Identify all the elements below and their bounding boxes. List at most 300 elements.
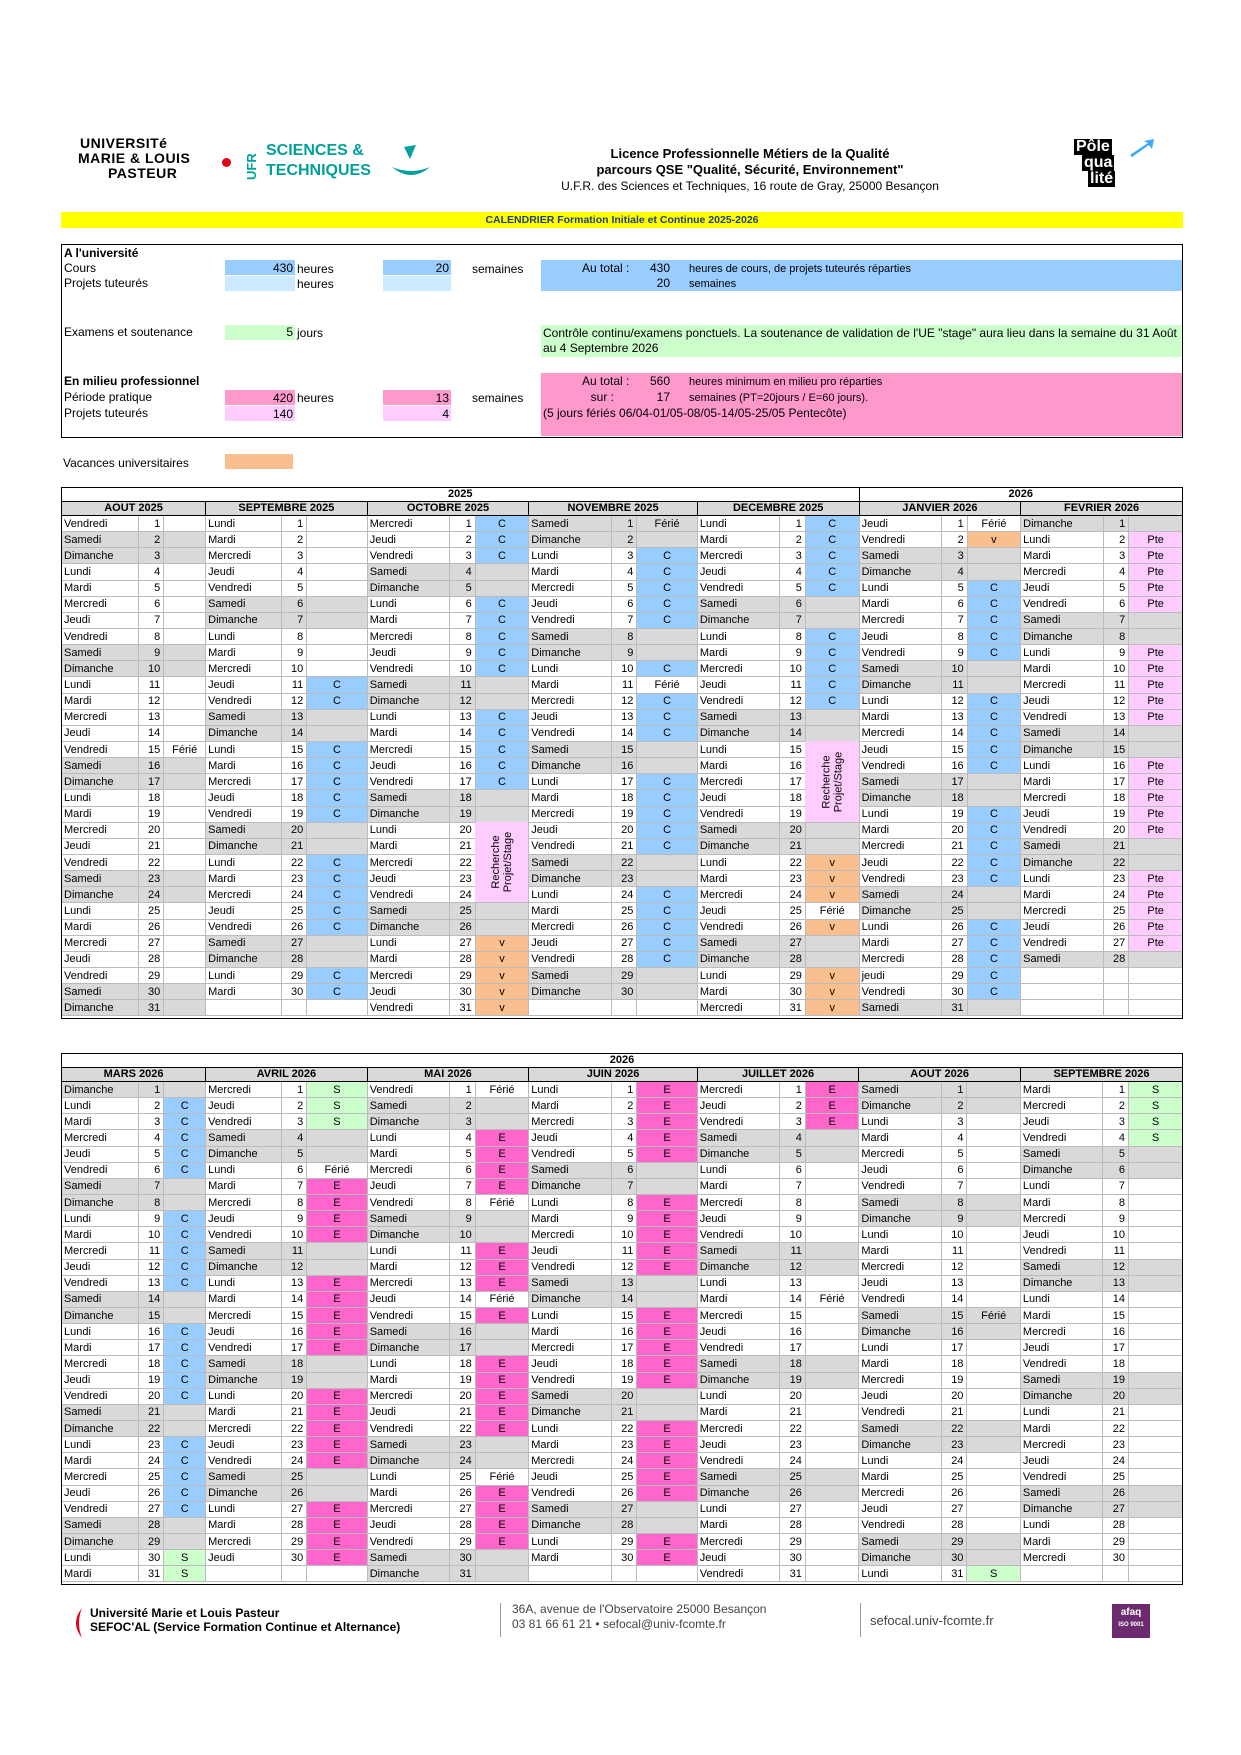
day-status-cell	[805, 1550, 858, 1566]
day-number-cell: 19	[1103, 1372, 1129, 1388]
day-name-cell: Mardi	[859, 1469, 942, 1485]
day-number-cell: 23	[611, 871, 637, 887]
day-status-cell	[307, 951, 367, 967]
day-number-cell: 20	[450, 1388, 476, 1404]
day-status-cell: C	[164, 1501, 206, 1517]
day-status-cell	[1129, 1485, 1183, 1501]
day-status-cell	[164, 1000, 206, 1016]
exam-note: Contrôle continu/examens ponctuels. La soutenance de validation de l'UE "stage" aura lieu dans la semaine du 31 Août au 4 Septembre 2026	[543, 326, 1177, 355]
day-number-cell: 19	[941, 1372, 967, 1388]
day-name-cell: Dimanche	[367, 1453, 450, 1469]
day-status-cell	[637, 871, 697, 887]
day-number-cell: 11	[281, 677, 307, 693]
day-name-cell: Dimanche	[859, 1437, 942, 1453]
arrow-icon	[1128, 139, 1154, 157]
day-number-cell: 31	[138, 1000, 164, 1016]
day-name-cell: Jeudi	[1021, 580, 1104, 596]
day-name-cell: Dimanche	[1021, 516, 1104, 532]
day-status-cell: E	[637, 1194, 697, 1210]
day-number-cell: 22	[780, 1420, 806, 1436]
day-number-cell: 22	[138, 1420, 164, 1436]
day-number-cell: 12	[780, 693, 806, 709]
day-number-cell: 3	[611, 1114, 637, 1130]
day-number-cell: 22	[611, 854, 637, 870]
day-number-cell: 12	[450, 693, 476, 709]
day-number-cell: 26	[611, 919, 637, 935]
day-number-cell: 9	[138, 1211, 164, 1227]
calendar-row	[62, 1082, 1183, 1098]
day-number-cell: 26	[611, 1485, 637, 1501]
day-status-cell: S	[307, 1098, 367, 1114]
day-number-cell: 8	[780, 1194, 806, 1210]
day-status-cell	[475, 806, 528, 822]
day-number-cell: 12	[942, 693, 968, 709]
day-name-cell: Lundi	[1020, 1404, 1103, 1420]
day-status-cell	[164, 935, 206, 951]
day-name-cell: Lundi	[529, 548, 612, 564]
day-name-cell: Mercredi	[697, 548, 780, 564]
day-name-cell: Jeudi	[206, 1211, 282, 1227]
day-number-cell: 25	[611, 903, 637, 919]
day-status-cell	[475, 1550, 528, 1566]
day-status-cell: Férié	[637, 677, 697, 693]
day-name-cell: Mardi	[367, 1372, 450, 1388]
day-name-cell: Vendredi	[697, 806, 780, 822]
day-name-cell: Samedi	[1021, 838, 1104, 854]
day-name-cell: Jeudi	[529, 596, 612, 612]
day-name-cell: Samedi	[1020, 1259, 1103, 1275]
day-number-cell: 6	[281, 596, 307, 612]
day-status-cell	[805, 1259, 858, 1275]
day-status-cell	[164, 790, 206, 806]
day-name-cell: Lundi	[1020, 1517, 1103, 1533]
day-name-cell: Dimanche	[62, 887, 139, 903]
day-name-cell: Lundi	[62, 790, 139, 806]
day-name-cell: Vendredi	[206, 1114, 282, 1130]
day-number-cell: 28	[942, 951, 968, 967]
day-status-cell: S	[164, 1550, 206, 1566]
day-status-cell	[805, 1469, 858, 1485]
day-name-cell: Mercredi	[529, 693, 612, 709]
day-number-cell: 10	[1103, 661, 1129, 677]
day-name-cell: Jeudi	[859, 628, 942, 644]
day-status-cell: C	[967, 951, 1020, 967]
day-name-cell: Mardi	[859, 1243, 942, 1259]
day-status-cell: C	[164, 1162, 206, 1178]
day-status-cell	[164, 1291, 206, 1307]
day-status-cell	[1129, 1437, 1183, 1453]
day-number-cell: 30	[611, 984, 637, 1000]
calendar-row	[62, 951, 1183, 967]
day-name-cell: Samedi	[1021, 725, 1104, 741]
day-status-cell	[475, 1324, 528, 1340]
day-status-cell	[637, 1404, 697, 1420]
day-status-cell	[307, 548, 367, 564]
day-name-cell: Lundi	[62, 564, 139, 580]
day-name-cell: Mercredi	[697, 1420, 780, 1436]
day-number-cell: 17	[780, 774, 806, 790]
day-number-cell: 16	[1103, 1324, 1129, 1340]
day-name-cell: Jeudi	[529, 1356, 612, 1372]
day-number-cell: 5	[450, 580, 476, 596]
day-status-cell: E	[475, 1130, 528, 1146]
day-number-cell: 22	[942, 854, 968, 870]
day-name-cell: Mardi	[529, 1437, 612, 1453]
calendar-row	[62, 1324, 1183, 1340]
day-number-cell: 12	[138, 693, 164, 709]
day-number-cell: 26	[138, 1485, 164, 1501]
day-number-cell: 2	[281, 1098, 307, 1114]
day-name-cell: Samedi	[367, 903, 450, 919]
footer-org-name: Université Marie et Louis Pasteur	[90, 1606, 280, 1620]
day-number-cell: 3	[941, 1114, 967, 1130]
day-status-cell	[164, 1420, 206, 1436]
day-status-cell	[637, 854, 697, 870]
day-number-cell: 31	[941, 1566, 967, 1582]
day-number-cell: 18	[780, 790, 806, 806]
day-number-cell: 19	[1103, 806, 1129, 822]
day-number-cell: 4	[138, 564, 164, 580]
day-name-cell: Samedi	[206, 1243, 282, 1259]
day-name-cell: Lundi	[62, 903, 139, 919]
day-number-cell: 19	[611, 806, 637, 822]
day-number-cell: 1	[941, 1082, 967, 1098]
day-number-cell: 15	[780, 741, 806, 757]
calendar-row	[62, 612, 1183, 628]
month-header: SEPTEMBRE 2026	[1020, 1068, 1182, 1082]
day-name-cell: Mercredi	[62, 935, 139, 951]
day-status-cell	[475, 1114, 528, 1130]
day-number-cell: 13	[941, 1275, 967, 1291]
day-number-cell: 20	[1103, 1388, 1129, 1404]
day-number-cell: 9	[1103, 645, 1129, 661]
day-number-cell: 2	[281, 532, 307, 548]
day-status-cell	[805, 1146, 858, 1162]
day-name-cell: Jeudi	[529, 822, 612, 838]
day-name-cell: Jeudi	[62, 1259, 139, 1275]
day-status-cell	[475, 1340, 528, 1356]
day-status-cell: E	[307, 1437, 367, 1453]
day-status-cell	[1129, 1243, 1183, 1259]
calendar-row	[62, 758, 1183, 774]
day-status-cell	[164, 548, 206, 564]
day-name-cell: Lundi	[529, 1194, 612, 1210]
day-status-cell	[307, 1146, 367, 1162]
day-name-cell: Samedi	[529, 1501, 612, 1517]
day-number-cell: 19	[611, 1372, 637, 1388]
day-name-cell: Lundi	[859, 919, 942, 935]
day-status-cell: C	[967, 741, 1020, 757]
day-status-cell	[967, 1404, 1020, 1420]
month-header: SEPTEMBRE 2025	[206, 502, 368, 516]
day-number-cell: 8	[450, 1194, 476, 1210]
footer-website-link[interactable]: sefocal.univ-fcomte.fr	[870, 1613, 994, 1628]
day-number-cell: 15	[138, 1307, 164, 1323]
day-name-cell: Samedi	[367, 1324, 450, 1340]
day-number-cell: 25	[1103, 903, 1129, 919]
day-number-cell: 20	[941, 1388, 967, 1404]
day-status-cell: C	[475, 628, 528, 644]
day-number-cell: 6	[281, 1162, 307, 1178]
day-name-cell: Jeudi	[859, 1275, 942, 1291]
month-header: OCTOBRE 2025	[367, 502, 529, 516]
day-number-cell: 27	[611, 1501, 637, 1517]
day-name-cell: Jeudi	[206, 564, 282, 580]
day-number-cell: 25	[611, 1469, 637, 1485]
day-status-cell	[307, 1130, 367, 1146]
summary-box	[61, 244, 1183, 438]
periode-label: Période pratique	[64, 390, 153, 404]
day-name-cell: Samedi	[529, 1388, 612, 1404]
day-number-cell: 29	[450, 967, 476, 983]
day-name-cell: Samedi	[367, 564, 450, 580]
day-name-cell: Mardi	[529, 903, 612, 919]
calendar-2026	[61, 1053, 1183, 1582]
day-number-cell: 30	[450, 984, 476, 1000]
day-status-cell: C	[475, 725, 528, 741]
day-name-cell: Mercredi	[367, 1501, 450, 1517]
total-hours-text: heures de cours, de projets tuteurés réparties	[689, 263, 911, 275]
day-number-cell: 23	[281, 1437, 307, 1453]
day-status-cell	[307, 838, 367, 854]
day-status-cell	[637, 984, 697, 1000]
day-name-cell: Vendredi	[206, 1340, 282, 1356]
day-number-cell: 27	[941, 1501, 967, 1517]
day-number-cell: 14	[1103, 725, 1129, 741]
day-number-cell: 13	[450, 1275, 476, 1291]
day-name-cell: Samedi	[367, 1437, 450, 1453]
calendar-row	[62, 774, 1183, 790]
day-number-cell: 5	[138, 580, 164, 596]
day-status-cell	[967, 774, 1020, 790]
calendar-row	[62, 1517, 1183, 1533]
day-status-cell: C	[967, 984, 1020, 1000]
day-status-cell	[1129, 1307, 1183, 1323]
weeks-unit: semaines	[472, 262, 524, 276]
day-name-cell: Vendredi	[697, 1566, 780, 1582]
day-name-cell: Mardi	[697, 532, 780, 548]
day-number-cell: 11	[138, 1243, 164, 1259]
day-status-cell	[967, 1178, 1020, 1194]
day-number-cell: 13	[611, 1275, 637, 1291]
day-name-cell: Dimanche	[1020, 1388, 1103, 1404]
periode-unit: heures	[297, 391, 334, 405]
pro-projets-label: Projets tuteurés	[64, 406, 149, 420]
day-status-cell	[164, 838, 206, 854]
day-number-cell: 23	[138, 871, 164, 887]
univ-logo-line: MARIE & LOUIS	[78, 150, 191, 166]
day-status-cell	[164, 725, 206, 741]
day-status-cell: E	[637, 1211, 697, 1227]
day-number-cell: 29	[138, 967, 164, 983]
day-name-cell: Vendredi	[859, 1291, 942, 1307]
day-name-cell: Jeudi	[529, 709, 612, 725]
day-status-cell: C	[967, 693, 1020, 709]
day-name-cell: Mardi	[1020, 1533, 1103, 1549]
year-header: 2025	[62, 488, 860, 502]
day-name-cell: Dimanche	[529, 1291, 612, 1307]
day-number-cell: 15	[611, 741, 637, 757]
month-header: MARS 2026	[62, 1068, 206, 1082]
day-number-cell: 27	[780, 1501, 806, 1517]
day-number-cell: 7	[450, 1178, 476, 1194]
day-status-cell	[805, 1130, 858, 1146]
day-status-cell: v	[805, 1000, 859, 1016]
sciences-logo-line: TECHNIQUES	[266, 162, 371, 179]
day-name-cell: Samedi	[859, 661, 942, 677]
day-status-cell	[164, 1404, 206, 1420]
day-name-cell: Vendredi	[62, 1501, 139, 1517]
day-status-cell	[475, 1453, 528, 1469]
day-name-cell: Samedi	[367, 1550, 450, 1566]
day-number-cell: 4	[780, 564, 806, 580]
day-name-cell: Samedi	[206, 935, 282, 951]
day-status-cell: v	[967, 532, 1020, 548]
calendar-row	[62, 564, 1183, 580]
day-status-cell: Férié	[637, 516, 697, 532]
day-status-cell: C	[805, 645, 859, 661]
day-name-cell: Jeudi	[697, 564, 780, 580]
day-status-cell: C	[805, 661, 859, 677]
recherche-stage-label: Recherche Projet/Stage	[820, 751, 844, 812]
day-number-cell: 2	[780, 1098, 806, 1114]
day-status-cell: Férié	[967, 516, 1020, 532]
day-name-cell: Jeudi	[206, 1324, 282, 1340]
day-name-cell: Dimanche	[367, 1340, 450, 1356]
day-status-cell: E	[475, 1178, 528, 1194]
day-name-cell: Mercredi	[529, 1340, 612, 1356]
day-status-cell	[967, 1356, 1020, 1372]
day-name-cell: Lundi	[697, 628, 780, 644]
day-name-cell: Lundi	[206, 1162, 282, 1178]
day-number-cell: 29	[281, 967, 307, 983]
day-name-cell: Mardi	[859, 709, 942, 725]
day-status-cell	[1129, 1211, 1183, 1227]
day-name-cell: Dimanche	[206, 1259, 282, 1275]
day-number-cell: 27	[1103, 1501, 1129, 1517]
total-label: Au total :	[582, 261, 630, 275]
total-weeks-text: semaines	[689, 278, 737, 290]
day-number-cell: 5	[780, 1146, 806, 1162]
day-number-cell: 7	[1103, 1178, 1129, 1194]
day-status-cell	[475, 1227, 528, 1243]
calendar-row	[62, 1291, 1183, 1307]
day-status-cell: C	[475, 741, 528, 757]
day-status-cell: C	[164, 1372, 206, 1388]
day-name-cell: Lundi	[62, 1324, 139, 1340]
day-status-cell: E	[637, 1324, 697, 1340]
day-name-cell: Mercredi	[859, 1259, 942, 1275]
footer-org-service: SEFOC'AL (Service Formation Continue et Alternance)	[90, 1620, 401, 1634]
day-name-cell: Lundi	[529, 661, 612, 677]
day-name-cell	[1021, 984, 1104, 1000]
day-status-cell: C	[967, 725, 1020, 741]
day-number-cell: 18	[450, 1356, 476, 1372]
day-name-cell: Samedi	[529, 628, 612, 644]
day-name-cell: Mercredi	[529, 580, 612, 596]
day-name-cell: Jeudi	[367, 758, 450, 774]
day-name-cell: Lundi	[1021, 871, 1104, 887]
day-status-cell: C	[475, 612, 528, 628]
day-name-cell: Lundi	[206, 628, 282, 644]
day-number-cell: 8	[138, 1194, 164, 1210]
day-name-cell: Lundi	[206, 1501, 282, 1517]
day-name-cell: Samedi	[697, 822, 780, 838]
sciences-techniques-logo	[266, 141, 371, 181]
day-name-cell: Vendredi	[206, 1227, 282, 1243]
day-number-cell: 9	[780, 645, 806, 661]
day-name-cell: Dimanche	[62, 774, 139, 790]
day-status-cell	[1129, 1388, 1183, 1404]
day-number-cell: 30	[611, 1550, 637, 1566]
day-name-cell: Dimanche	[859, 1098, 942, 1114]
day-status-cell: E	[637, 1146, 697, 1162]
day-status-cell	[307, 516, 367, 532]
day-number-cell: 4	[941, 1130, 967, 1146]
day-number-cell: 4	[1103, 1130, 1129, 1146]
calendar-row	[62, 984, 1183, 1000]
day-number-cell: 19	[281, 806, 307, 822]
day-name-cell: Mercredi	[206, 887, 282, 903]
day-status-cell: C	[307, 919, 367, 935]
day-status-cell	[164, 1178, 206, 1194]
day-name-cell: Mardi	[206, 1404, 282, 1420]
day-status-cell	[637, 1162, 697, 1178]
day-number-cell: 14	[450, 1291, 476, 1307]
day-number-cell: 8	[611, 1194, 637, 1210]
day-name-cell: Jeudi	[1020, 1114, 1103, 1130]
day-number-cell: 28	[1103, 1517, 1129, 1533]
cours-label: Cours	[64, 261, 97, 275]
calendar-row	[62, 677, 1183, 693]
day-number-cell: 19	[780, 1372, 806, 1388]
day-number-cell: 24	[780, 1453, 806, 1469]
day-number-cell: 30	[138, 984, 164, 1000]
day-name-cell: Vendredi	[697, 919, 780, 935]
day-status-cell: S	[1129, 1098, 1183, 1114]
day-name-cell: Samedi	[859, 887, 942, 903]
month-header: DECEMBRE 2025	[697, 502, 859, 516]
day-status-cell: C	[164, 1485, 206, 1501]
day-name-cell: Mercredi	[367, 1275, 450, 1291]
day-status-cell	[164, 532, 206, 548]
day-number-cell: 7	[281, 1178, 307, 1194]
day-status-cell: E	[475, 1243, 528, 1259]
recherche-stage-block	[805, 741, 859, 822]
day-name-cell: Mardi	[62, 1227, 139, 1243]
day-status-cell: C	[637, 806, 697, 822]
day-status-cell	[805, 1194, 858, 1210]
day-name-cell: Jeudi	[529, 1243, 612, 1259]
day-name-cell: Mardi	[367, 951, 450, 967]
day-number-cell: 14	[281, 1291, 307, 1307]
day-name-cell: Jeudi	[529, 935, 612, 951]
day-name-cell: Vendredi	[529, 1485, 612, 1501]
day-status-cell: C	[164, 1211, 206, 1227]
day-status-cell	[164, 1194, 206, 1210]
day-name-cell: Dimanche	[1020, 1162, 1103, 1178]
day-status-cell	[1129, 1566, 1183, 1582]
day-number-cell: 27	[942, 935, 968, 951]
day-status-cell	[1129, 1275, 1183, 1291]
day-number-cell: 29	[281, 1533, 307, 1549]
day-number-cell: 7	[611, 612, 637, 628]
univ-logo-line: UNIVERSITé	[80, 135, 168, 151]
day-status-cell	[637, 628, 697, 644]
day-status-cell	[967, 1227, 1020, 1243]
day-name-cell: Mercredi	[62, 596, 139, 612]
day-number-cell: 15	[1103, 1307, 1129, 1323]
